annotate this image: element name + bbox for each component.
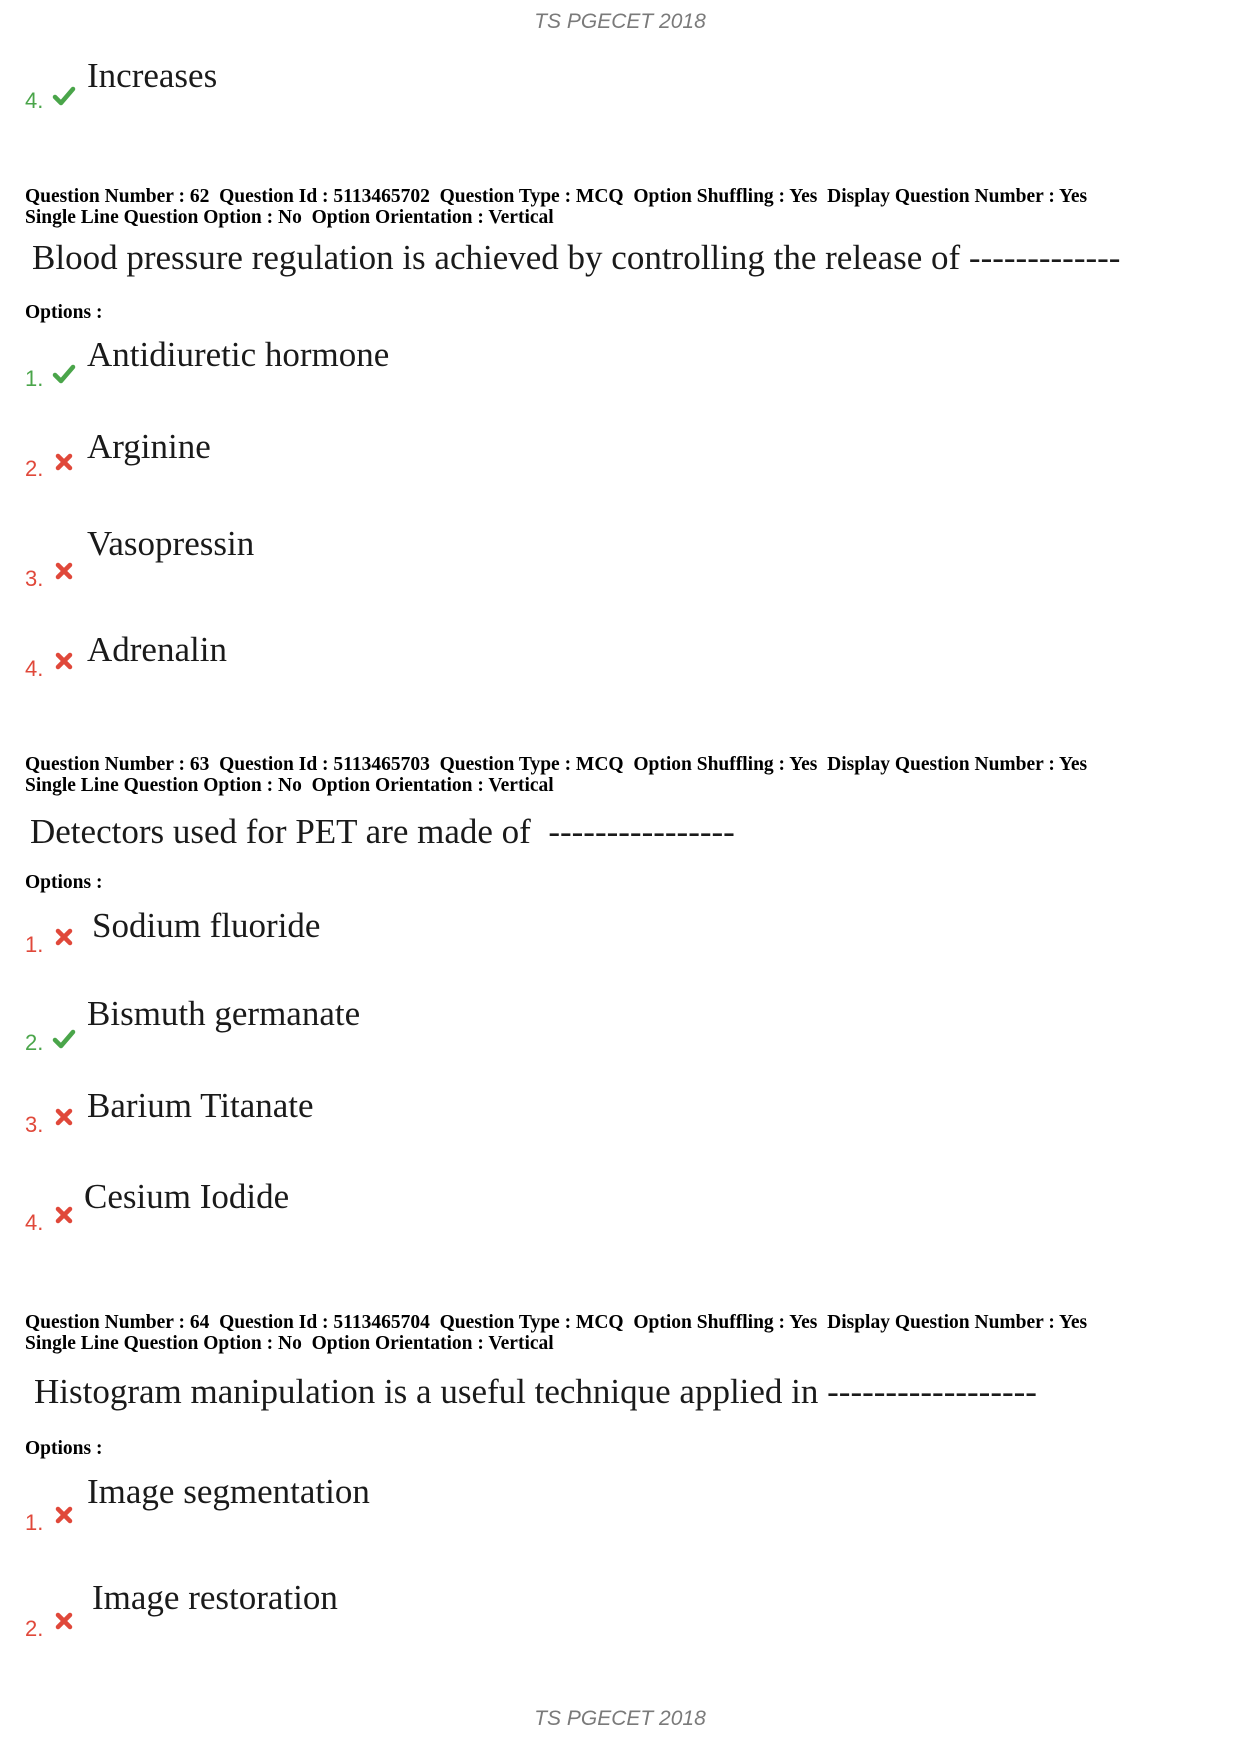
option-text: Antidiuretic hormone — [87, 335, 390, 374]
option-number: 1. — [25, 932, 44, 957]
cross-icon — [52, 925, 76, 949]
option-number: 2. — [25, 456, 44, 481]
option-number: 2. — [25, 1030, 44, 1055]
option-text: Arginine — [87, 427, 211, 466]
check-icon — [52, 362, 76, 386]
cross-icon — [52, 1609, 76, 1633]
check-icon — [52, 1027, 76, 1051]
option-number: 4. — [25, 656, 44, 681]
question-text: Detectors used for PET are made of ---------------- — [30, 812, 735, 851]
question-meta-line-1: Question Number : 62 Question Id : 5113465702 Question Type : MCQ Option Shuffling : Yes Display Question Number : Yes — [25, 186, 1088, 207]
options-label: Options : — [25, 872, 103, 893]
option-text: Cesium Iodide — [84, 1177, 290, 1216]
option-number: 4. — [25, 88, 44, 113]
option-text: Adrenalin — [87, 630, 227, 669]
options-label: Options : — [25, 302, 103, 323]
option-text: Image segmentation — [87, 1472, 370, 1511]
option-text: Barium Titanate — [87, 1086, 314, 1125]
question-text: Histogram manipulation is a useful technique applied in ------------------ — [34, 1372, 1037, 1411]
option-number: 2. — [25, 1616, 44, 1641]
option-text: Vasopressin — [87, 524, 255, 563]
cross-icon — [52, 1503, 76, 1527]
cross-icon — [52, 1203, 76, 1227]
question-meta-line-2: Single Line Question Option : No Option Orientation : Vertical — [25, 1333, 554, 1354]
page-header: TS PGECET 2018 — [534, 10, 706, 33]
option-text: Increases — [87, 56, 218, 95]
question-meta-line-1: Question Number : 64 Question Id : 5113465704 Question Type : MCQ Option Shuffling : Yes Display Question Number : Yes — [25, 1312, 1088, 1333]
option-number: 3. — [25, 1112, 44, 1137]
option-text: Image restoration — [92, 1578, 338, 1617]
option-number: 1. — [25, 1510, 44, 1535]
options-label: Options : — [25, 1438, 103, 1459]
question-text: Blood pressure regulation is achieved by controlling the release of ------------- — [32, 238, 1121, 277]
cross-icon — [52, 450, 76, 474]
option-number: 4. — [25, 1210, 44, 1235]
option-text: Sodium fluoride — [92, 906, 321, 945]
cross-icon — [52, 559, 76, 583]
cross-icon — [52, 649, 76, 673]
cross-icon — [52, 1105, 76, 1129]
check-icon — [52, 84, 76, 108]
option-text: Bismuth germanate — [87, 994, 361, 1033]
question-meta-line-1: Question Number : 63 Question Id : 5113465703 Question Type : MCQ Option Shuffling : Yes Display Question Number : Yes — [25, 754, 1088, 775]
question-meta-line-2: Single Line Question Option : No Option Orientation : Vertical — [25, 775, 554, 796]
page-footer: TS PGECET 2018 — [534, 1707, 706, 1730]
option-number: 1. — [25, 366, 44, 391]
question-meta-line-2: Single Line Question Option : No Option Orientation : Vertical — [25, 207, 554, 228]
option-number: 3. — [25, 566, 44, 591]
